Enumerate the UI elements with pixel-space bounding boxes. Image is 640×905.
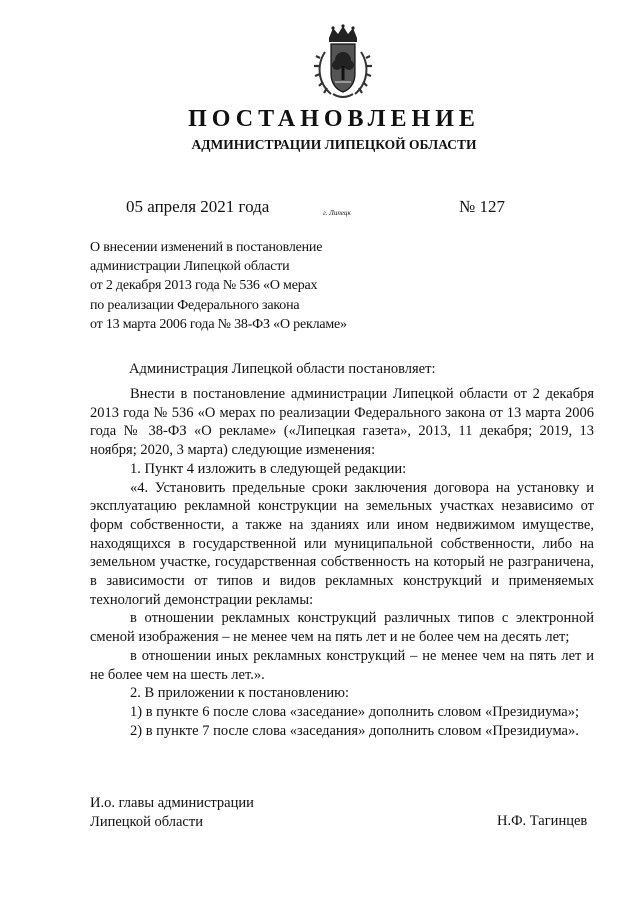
resolution-intro: Администрация Липецкой области постановляет:	[129, 361, 436, 377]
document-body	[90, 385, 594, 740]
document-number: № 127	[459, 197, 505, 216]
document-subject	[90, 238, 410, 334]
signatory-name: Н.Ф. Тагинцев	[497, 813, 588, 829]
signatory-position-line: Липецкой области	[90, 813, 203, 830]
body-paragraph: 1. Пункт 4 изложить в следующей редакции:	[130, 460, 407, 477]
document-date: 05 апреля 2021 года	[126, 197, 270, 216]
subject-line: от 2 декабря 2013 года № 536 «О мерах	[90, 278, 318, 294]
document-city: г. Липецк	[323, 209, 351, 217]
subject-line: по реализации Федерального закона	[90, 297, 300, 313]
document-type-title: ПОСТАНОВЛЕНИЕ	[188, 106, 480, 132]
subject-line: О внесении изменений в постановление	[90, 240, 323, 255]
signatory-position-line: И.о. главы администрации	[90, 795, 254, 811]
signatory-position	[90, 794, 254, 831]
coat-of-arms-emblem	[311, 24, 375, 100]
body-paragraph: 2) в пункте 7 после слова «заседания» дополнить словом «Президиума».	[130, 722, 579, 739]
body-paragraph: в отношении иных рекламных конструкций – не менее чем на пять лет и не более чем на шесть лет.».	[90, 647, 594, 683]
subject-line: от 13 марта 2006 года № 38-ФЗ «О рекламе»	[90, 316, 347, 332]
body-paragraph: Внести в постановление администрации Липецкой области от 2 декабря 2013 года № 536 «О мерах по реализации Федерального закона от 13 марта 2006 года № 38-ФЗ «О рекламе» («Липецкая газета», 2013, 11 декабря; 2019, 13 ноября; 2020, 3 марта) следующие изменения:	[90, 386, 594, 459]
body-paragraph: «4. Установить предельные сроки заключения договора на установку и эксплуатацию рекламной конструкции на земельных участках независимо от форм собственности, а также на зданиях или ином недвижимом имуществе, находящихся в государственной или муниципальной собственности, либо на земельном участке, государственная собственность на который не разграничена, в зависимости от типов и видов рекламных конструкций и применяемых технологий демонстрации рекламы:	[90, 479, 594, 608]
body-paragraph: 2. В приложении к постановлению:	[130, 685, 350, 702]
body-paragraph: 1) в пункте 6 после слова «заседание» дополнить словом «Президиума»;	[130, 703, 580, 720]
subject-line: администрации Липецкой области	[90, 259, 290, 275]
body-paragraph: в отношении рекламных конструкций различных типов с электронной сменой изображения – не менее чем на пять лет и не более чем на десять лет;	[90, 610, 594, 646]
issuer-name: АДМИНИСТРАЦИИ ЛИПЕЦКОЙ ОБЛАСТИ	[191, 137, 477, 152]
